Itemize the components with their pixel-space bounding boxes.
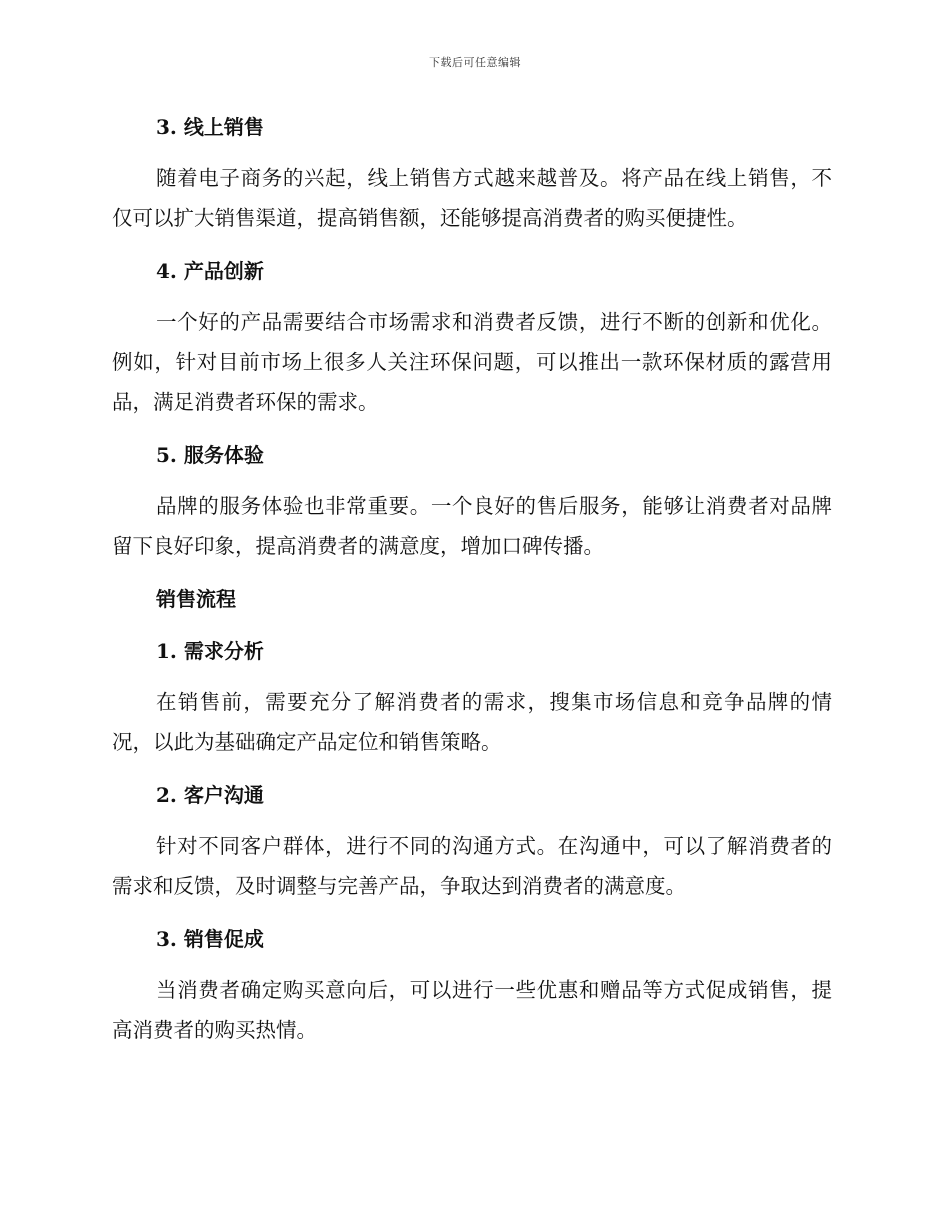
section-heading-online-sales: 3. 线上销售 xyxy=(156,115,264,139)
section-heading-sales-closing: 3. 销售促成 xyxy=(156,927,264,951)
section-paragraph-sales-closing: 当消费者确定购买意向后，可以进行一些优惠和赠品等方式促成销售，提高消费者的购买热情。 xyxy=(112,978,832,1042)
section-paragraph-customer-communication: 针对不同客户群体，进行不同的沟通方式。在沟通中，可以了解消费者的需求和反馈，及时调整与完善产品，争取达到消费者的满意度。 xyxy=(112,834,832,898)
section-heading-service-experience: 5. 服务体验 xyxy=(156,443,264,467)
section-paragraph-needs-analysis: 在销售前，需要充分了解消费者的需求，搜集市场信息和竞争品牌的情况，以此为基础确定产品定位和销售策略。 xyxy=(112,690,832,754)
section-heading-customer-communication: 2. 客户沟通 xyxy=(156,783,264,807)
page-header: 下载后可任意编辑 xyxy=(429,56,521,69)
document-body xyxy=(112,106,832,1050)
section-paragraph-product-innovation: 一个好的产品需要结合市场需求和消费者反馈，进行不断的创新和优化。例如，针对目前市场上很多人关注环保问题，可以推出一款环保材质的露营用品，满足消费者环保的需求。 xyxy=(112,310,832,414)
section-heading-sales-process: 销售流程 xyxy=(156,587,236,611)
section-paragraph-service-experience: 品牌的服务体验也非常重要。一个良好的售后服务，能够让消费者对品牌留下良好印象，提高消费者的满意度，增加口碑传播。 xyxy=(112,494,832,558)
section-heading-product-innovation: 4. 产品创新 xyxy=(156,259,264,283)
section-paragraph-online-sales: 随着电子商务的兴起，线上销售方式越来越普及。将产品在线上销售，不仅可以扩大销售渠道，提高销售额，还能够提高消费者的购买便捷性。 xyxy=(112,166,832,230)
section-heading-needs-analysis: 1. 需求分析 xyxy=(156,639,264,663)
